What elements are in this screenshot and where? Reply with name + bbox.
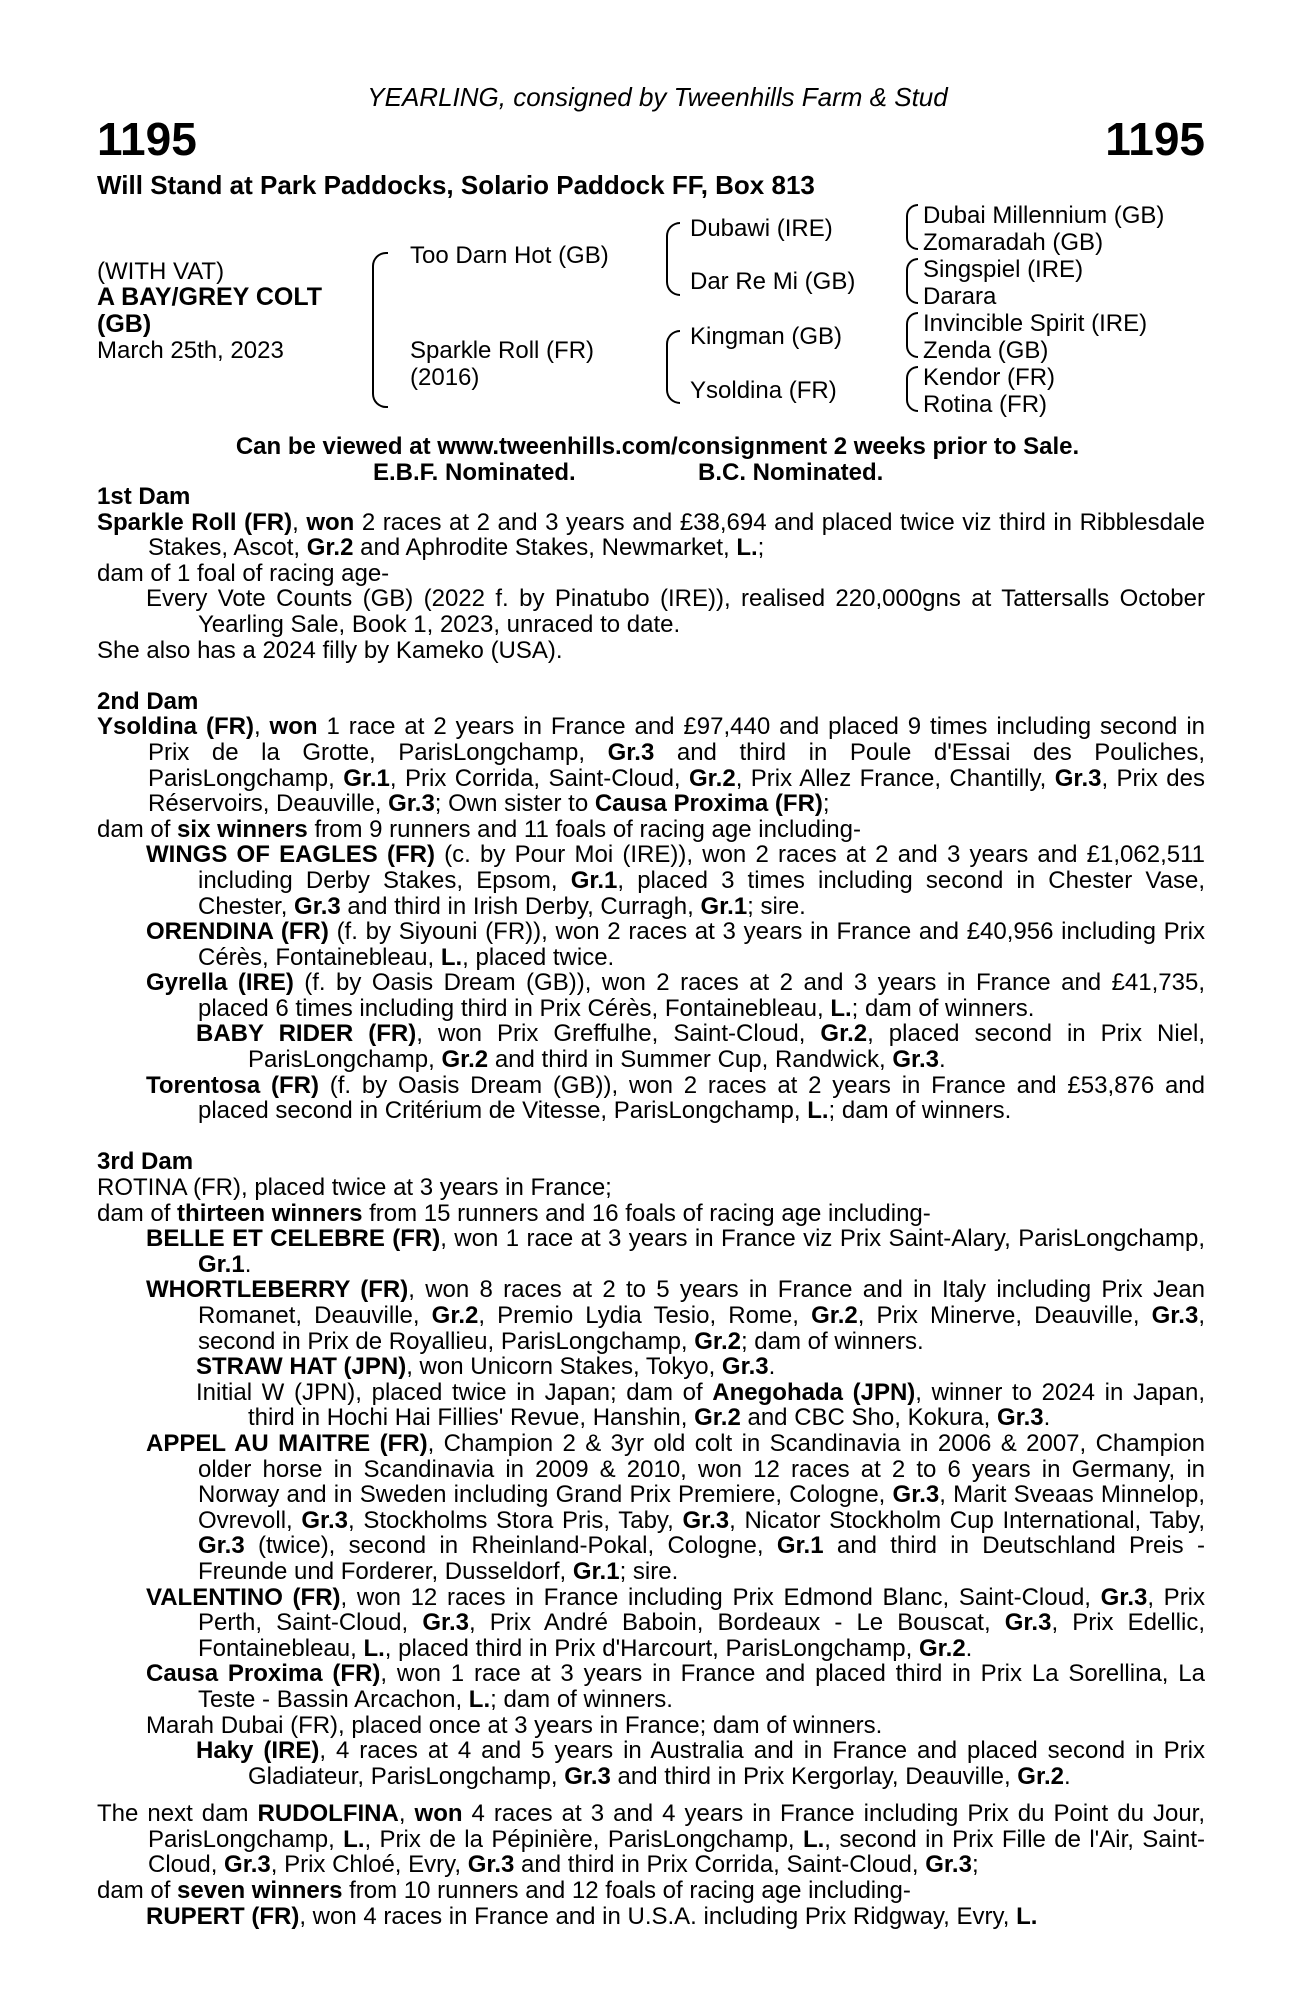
pedigree-dss: Invincible Spirit (IRE) <box>923 310 1148 337</box>
stand-location: Will Stand at Park Paddocks, Solario Paddock FF, Box 813 <box>97 170 815 200</box>
third-dam-record: ROTINA (FR), placed twice at 3 years in France; <box>97 1174 612 1202</box>
produce-gyrella: Gyrella (IRE) (f. by Oasis Dream (GB)), won 2 races at 2 and 3 years in France and £41,735, placed 6 times including third in Prix Cérès, Fontainebleau, L.; dam of winners. <box>146 969 1206 1022</box>
pedigree-brace-sire <box>666 222 680 296</box>
produce-appel-au-maitre: APPEL AU MAITRE (FR), Champion 2 & 3yr old colt in Scandinavia in 2006 & 2007, Champion older horse in Scandinavia in 2009 & 2010, won 12 races at 2 to 6 years in Germany, in Norway and in Sweden including Grand Prix Premiere, Cologne, Gr.3, Marit Sveaas Minnelop, Ovrevoll, Gr.3, Stockholms Stora Pris, Taby, Gr.3, Nicator Stockholm Cup International, Taby, Gr.3 (twice), second in Rheinland-Pokal, Cologne, Gr.1 and third in Deutschland Preis - Freunde und Forderer, Dusseldorf, Gr.1; sire. <box>146 1429 1205 1585</box>
pedigree-dam: Sparkle Roll (FR) <box>410 337 595 364</box>
next-dam-foals: dam of seven winners from 10 runners and 12 foals of racing age including- <box>97 1877 911 1905</box>
ebf-note: E.B.F. Nominated. <box>373 459 576 486</box>
pedigree-dsd: Zenda (GB) <box>923 337 1049 364</box>
first-dam-heading: 1st Dam <box>97 483 191 510</box>
pedigree-sire-dam: Dar Re Mi (GB) <box>690 268 856 295</box>
first-dam-record: Sparkle Roll (FR), won 2 races at 2 and 3 years and £38,694 and placed twice viz third in Ribblesdale Stakes, Ascot, Gr.2 and Aphrodite Stakes, Newmarket, L.; <box>97 508 1205 562</box>
produce-haky: Haky (IRE), 4 races at 4 and 5 years in Australia and in France and placed second in Prix Gladiateur, ParisLongchamp, Gr.3 and third in Prix Kergorlay, Deauville, Gr.2. <box>196 1737 1205 1790</box>
pedigree-dds: Kendor (FR) <box>923 364 1056 391</box>
pedigree-dam-year: (2016) <box>410 364 480 391</box>
vat-label: (WITH VAT) <box>97 258 225 285</box>
second-dam-foals: dam of six winners from 9 runners and 11 foals of racing age including- <box>97 815 861 843</box>
produce-orendina: ORENDINA (FR) (f. by Siyouni (FR)), won 2 races at 3 years in France and £40,956 including Prix Cérès, Fontainebleau, L., placed twice. <box>146 918 1205 971</box>
second-dam-record: Ysoldina (FR), won 1 race at 2 years in France and £97,440 and placed 9 times including second in Prix de la Grotte, ParisLongchamp, Gr.3 and third in Poule d'Essai des Pouliches, ParisLongchamp, Gr.1, Prix Corrida, Saint-Cloud, Gr.2, Prix Allez France, Chantilly, Gr.3, Prix des Réservoirs, Deauville, Gr.3; Own sister to Causa Proxima (FR); <box>97 713 1205 818</box>
produce-marah-dubai: Marah Dubai (FR), placed once at 3 years in France; dam of winners. <box>146 1711 883 1739</box>
pedigree-sds: Singspiel (IRE) <box>923 256 1084 283</box>
second-dam-heading: 2nd Dam <box>97 687 199 715</box>
pedigree-sire: Too Darn Hot (GB) <box>410 242 609 269</box>
produce-belle-et-celebre: BELLE ET CELEBRE (FR), won 1 race at 3 years in France viz Prix Saint-Alary, ParisLongchamp, Gr.1. <box>146 1225 1206 1278</box>
consignor-line: YEARLING, consigned by Tweenhills Farm & Stud <box>367 82 948 112</box>
pedigree-brace-ss <box>906 204 918 250</box>
first-dam-foals: dam of 1 foal of racing age- <box>97 559 390 587</box>
pedigree-brace-dd <box>906 366 918 412</box>
pedigree-dam-dam: Ysoldina (FR) <box>690 377 837 404</box>
horse-dob: March 25th, 2023 <box>97 337 284 364</box>
viewing-note: Can be viewed at www.tweenhills.com/consignment 2 weeks prior to Sale. <box>235 433 1080 460</box>
produce-wings-of-eagles: WINGS OF EAGLES (FR) (c. by Pour Moi (IRE)), won 2 races at 2 and 3 years and £1,062,511 including Derby Stakes, Epsom, Gr.1, placed 3 times including second in Chester Vase, Chester, Gr.3 and third in Irish Derby, Curragh, Gr.1; sire. <box>146 841 1205 920</box>
pedigree-ddd: Rotina (FR) <box>923 391 1048 418</box>
third-dam-heading: 3rd Dam <box>97 1148 194 1176</box>
next-dam-record: The next dam RUDOLFINA, won 4 races at 3 and 4 years in France including Prix du Point du Jour, ParisLongchamp, L., Prix de la Pépinière, ParisLongchamp, L., second in Prix Fille de l'Air, Saint-Cloud, Gr.3, Prix Chloé, Evry, Gr.3 and third in Prix Corrida, Saint-Cloud, Gr.3; <box>97 1800 1205 1879</box>
produce-valentino: VALENTINO (FR), won 12 races in France including Prix Edmond Blanc, Saint-Cloud, Gr.3, Prix Perth, Saint-Cloud, Gr.3, Prix André Baboin, Bordeaux - Le Bouscat, Gr.3, Prix Edellic, Fontainebleau, L., placed third in Prix d'Harcourt, ParisLongchamp, Gr.2. <box>146 1583 1206 1662</box>
third-dam-foals: dam of thirteen winners from 15 runners and 16 foals of racing age including- <box>97 1199 931 1227</box>
produce-torentosa: Torentosa (FR) (f. by Oasis Dream (GB)), won 2 races at 2 years in France and £53,876 and placed second in Critérium de Vitesse, ParisLongchamp, L.; dam of winners. <box>146 1071 1205 1125</box>
produce-initial-w: Initial W (JPN), placed twice in Japan; dam of Anegohada (JPN), winner to 2024 in Japan, third in Hochi Hai Fillies' Revue, Hanshin, Gr.2 and CBC Sho, Kokura, Gr.3. <box>196 1378 1206 1432</box>
catalogue-body <box>97 484 1205 1929</box>
lot-number-left: 1195 <box>97 113 197 165</box>
pedigree-brace-dam <box>666 330 680 404</box>
first-dam-produce: Every Vote Counts (GB) (2022 f. by Pinatubo (IRE)), realised 220,000gns at Tattersalls October Yearling Sale, Book 1, 2023, unraced to date. <box>146 585 1205 638</box>
pedigree-brace-gen1 <box>372 252 388 408</box>
produce-baby-rider: BABY RIDER (FR), won Prix Greffulhe, Saint-Cloud, Gr.2, placed second in Prix Niel, ParisLongchamp, Gr.2 and third in Summer Cup, Randwick, Gr.3. <box>196 1020 1205 1074</box>
lot-number-right: 1195 <box>1105 113 1205 165</box>
pedigree-sdd: Darara <box>923 283 997 310</box>
pedigree-brace-sd <box>906 258 918 304</box>
pedigree-sss: Dubai Millennium (GB) <box>923 202 1165 229</box>
produce-rupert: RUPERT (FR), won 4 races in France and in U.S.A. including Prix Ridgway, Evry, L. <box>146 1902 1038 1930</box>
produce-whortleberry: WHORTLEBERRY (FR), won 8 races at 2 to 5 years in France and in Italy including Prix Jean Romanet, Deauville, Gr.2, Premio Lydia Tesio, Rome, Gr.2, Prix Minerve, Deauville, Gr.3, second in Prix de Royallieu, ParisLongchamp, Gr.2; dam of winners. <box>146 1276 1205 1355</box>
horse-country: (GB) <box>97 310 152 338</box>
pedigree-dam-sire: Kingman (GB) <box>690 323 843 350</box>
horse-description: A BAY/GREY COLT <box>97 283 323 311</box>
produce-causa-proxima: Causa Proxima (FR), won 1 race at 3 years in France and placed third in Prix La Sorellina, La Teste - Bassin Arcachon, L.; dam of winners. <box>146 1660 1205 1713</box>
produce-straw-hat: STRAW HAT (JPN), won Unicorn Stakes, Tokyo, Gr.3. <box>196 1353 776 1381</box>
pedigree-ssd: Zomaradah (GB) <box>923 229 1104 256</box>
first-dam-note: She also has a 2024 filly by Kameko (USA). <box>97 636 563 664</box>
bc-note: B.C. Nominated. <box>698 459 884 486</box>
pedigree-brace-ds <box>906 312 918 358</box>
pedigree-sire-sire: Dubawi (IRE) <box>690 215 833 242</box>
